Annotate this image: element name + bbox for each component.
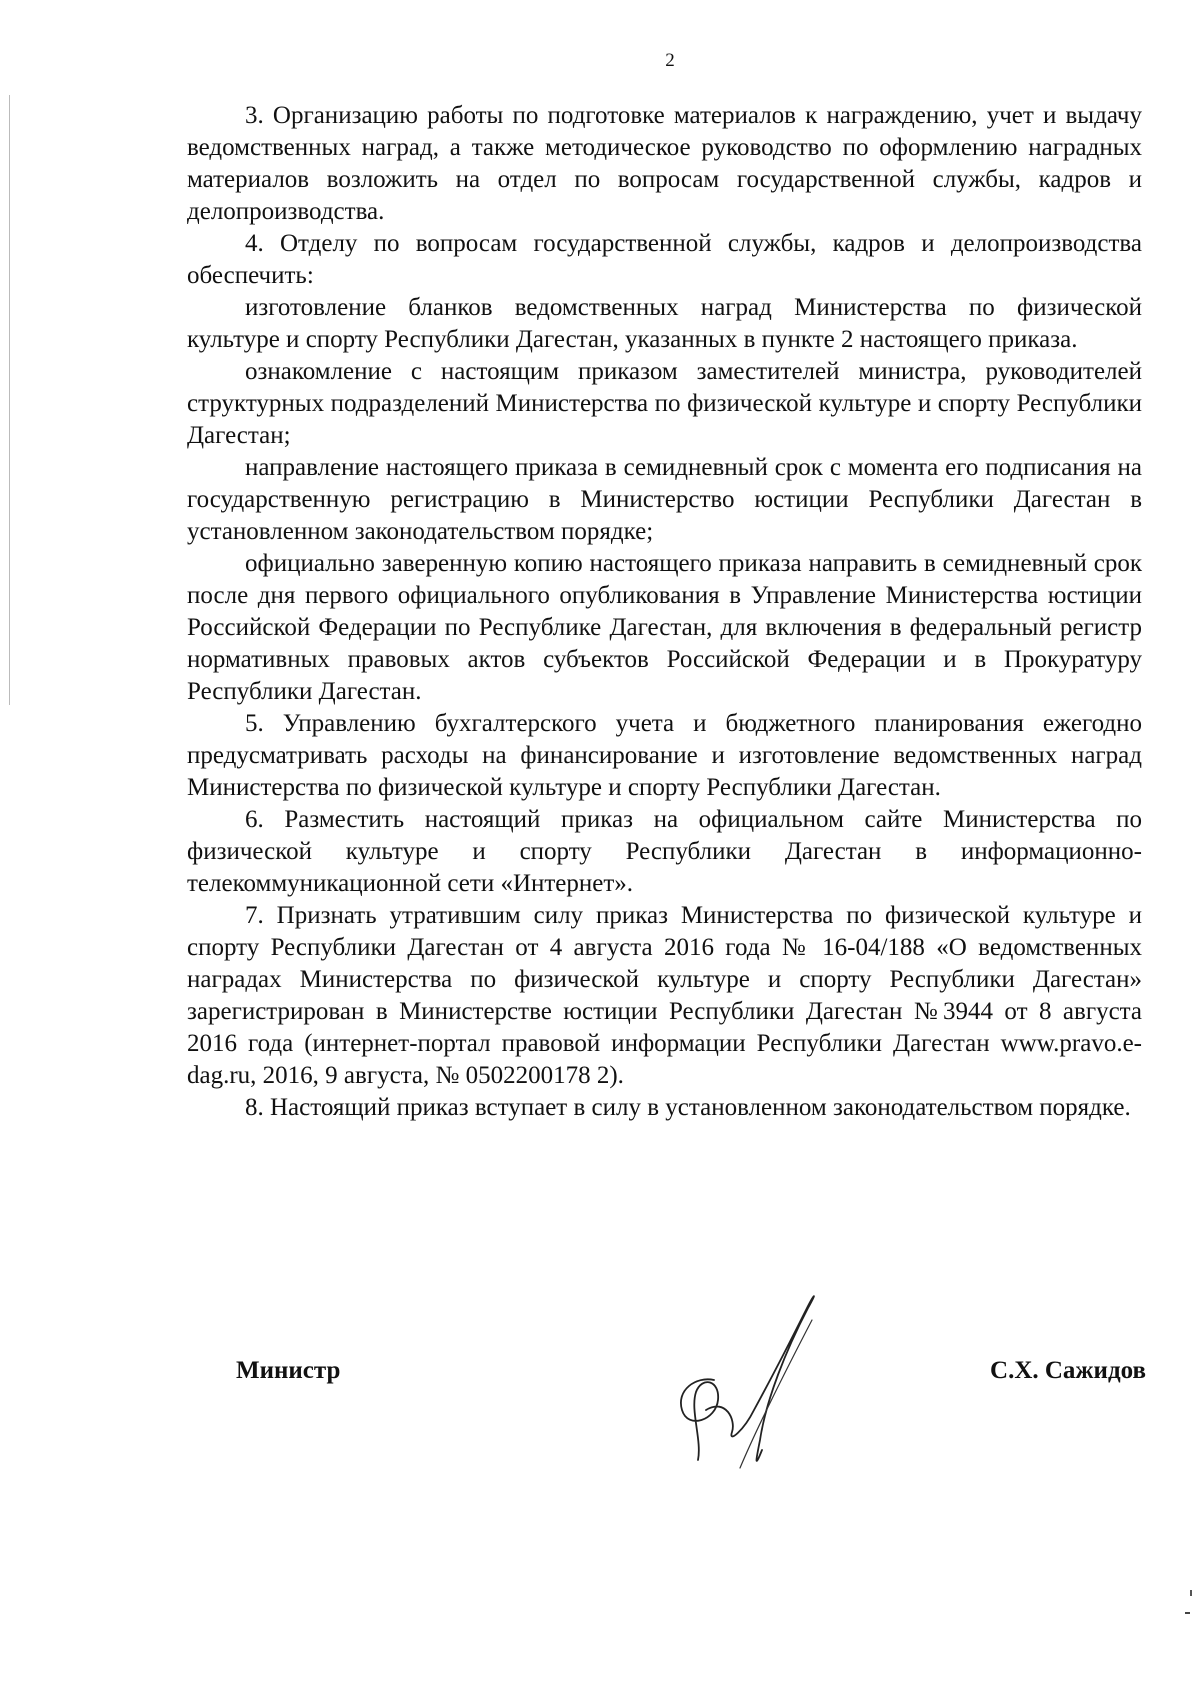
- paragraph-4: 4. Отделу по вопросам государственной службы, кадров и делопроизводства обеспечить:: [187, 230, 1142, 289]
- paragraph-6: 6. Разместить настоящий приказ на официальном сайте Министерства по физической культуре и спорту Республики Дагестан в информационно-телекоммуникационной сети «Интернет».: [187, 806, 1142, 897]
- scan-speck: [1185, 1612, 1190, 1614]
- paragraph-4-item-blanks: изготовление бланков ведомственных наград Министерства по физической культуре и спорту Республики Дагестан, указанных в пункте 2 настоящего приказа.: [187, 294, 1142, 353]
- paragraph-7: 7. Признать утратившим силу приказ Министерства по физической культуре и спорту Республики Дагестан от 4 августа 2016 года № 16-04/188 «О ведомственных наградах Министерства по физической культуре и спорту Республики Дагестан» зарегистрирован в Министерстве юстиции Республики Дагестан №3944 от 8 августа 2016 года (интернет-портал правовой информации Республики Дагестан www.pravo.e-dag.ru, 2016, 9 августа, № 0502200178 2).: [187, 902, 1142, 1089]
- paragraph-3: 3. Организацию работы по подготовке материалов к награждению, учет и выдачу ведомственных наград, а также методическое руководство по оформлению наградных материалов возложить на отдел по вопросам государственной службы, кадров и делопроизводства.: [187, 102, 1142, 225]
- signature-block: [236, 1345, 1146, 1485]
- signatory-name: С.Х. Сажидов: [990, 1357, 1146, 1384]
- scan-speck: [1190, 1590, 1192, 1596]
- paragraph-8: 8. Настоящий приказ вступает в силу в установленном законодательством порядке.: [245, 1094, 1131, 1121]
- scan-edge-line: [9, 95, 10, 705]
- paragraph-4-item-registration: направление настоящего приказа в семидневный срок с момента его подписания на государственную регистрацию в Министерство юстиции Республики Дагестан в установленном законодательством порядке;: [187, 454, 1142, 545]
- page-number: 2: [665, 50, 675, 71]
- paragraph-4-item-familiarization: ознакомление с настоящим приказом заместителей министра, руководителей структурных подразделений Министерства по физической культуре и спорту Республики Дагестан;: [187, 358, 1142, 449]
- signatory-title: Министр: [236, 1357, 341, 1384]
- paragraph-5: 5. Управлению бухгалтерского учета и бюджетного планирования ежегодно предусматривать расходы на финансирование и изготовление ведомственных наград Министерства по физической культуре и спорту Республики Дагестан.: [187, 710, 1142, 801]
- document-body: [187, 100, 1142, 1124]
- paragraph-4-item-certified-copy: официально заверенную копию настоящего приказа направить в семидневный срок после дня первого официального опубликования в Управление Министерства юстиции Российской Федерации по Республике Дагестан, для включения в федеральный регистр нормативных правовых актов субъектов Российской Федерации и в Прокуратуру Республики Дагестан.: [187, 550, 1142, 705]
- handwritten-signature: [636, 1280, 856, 1480]
